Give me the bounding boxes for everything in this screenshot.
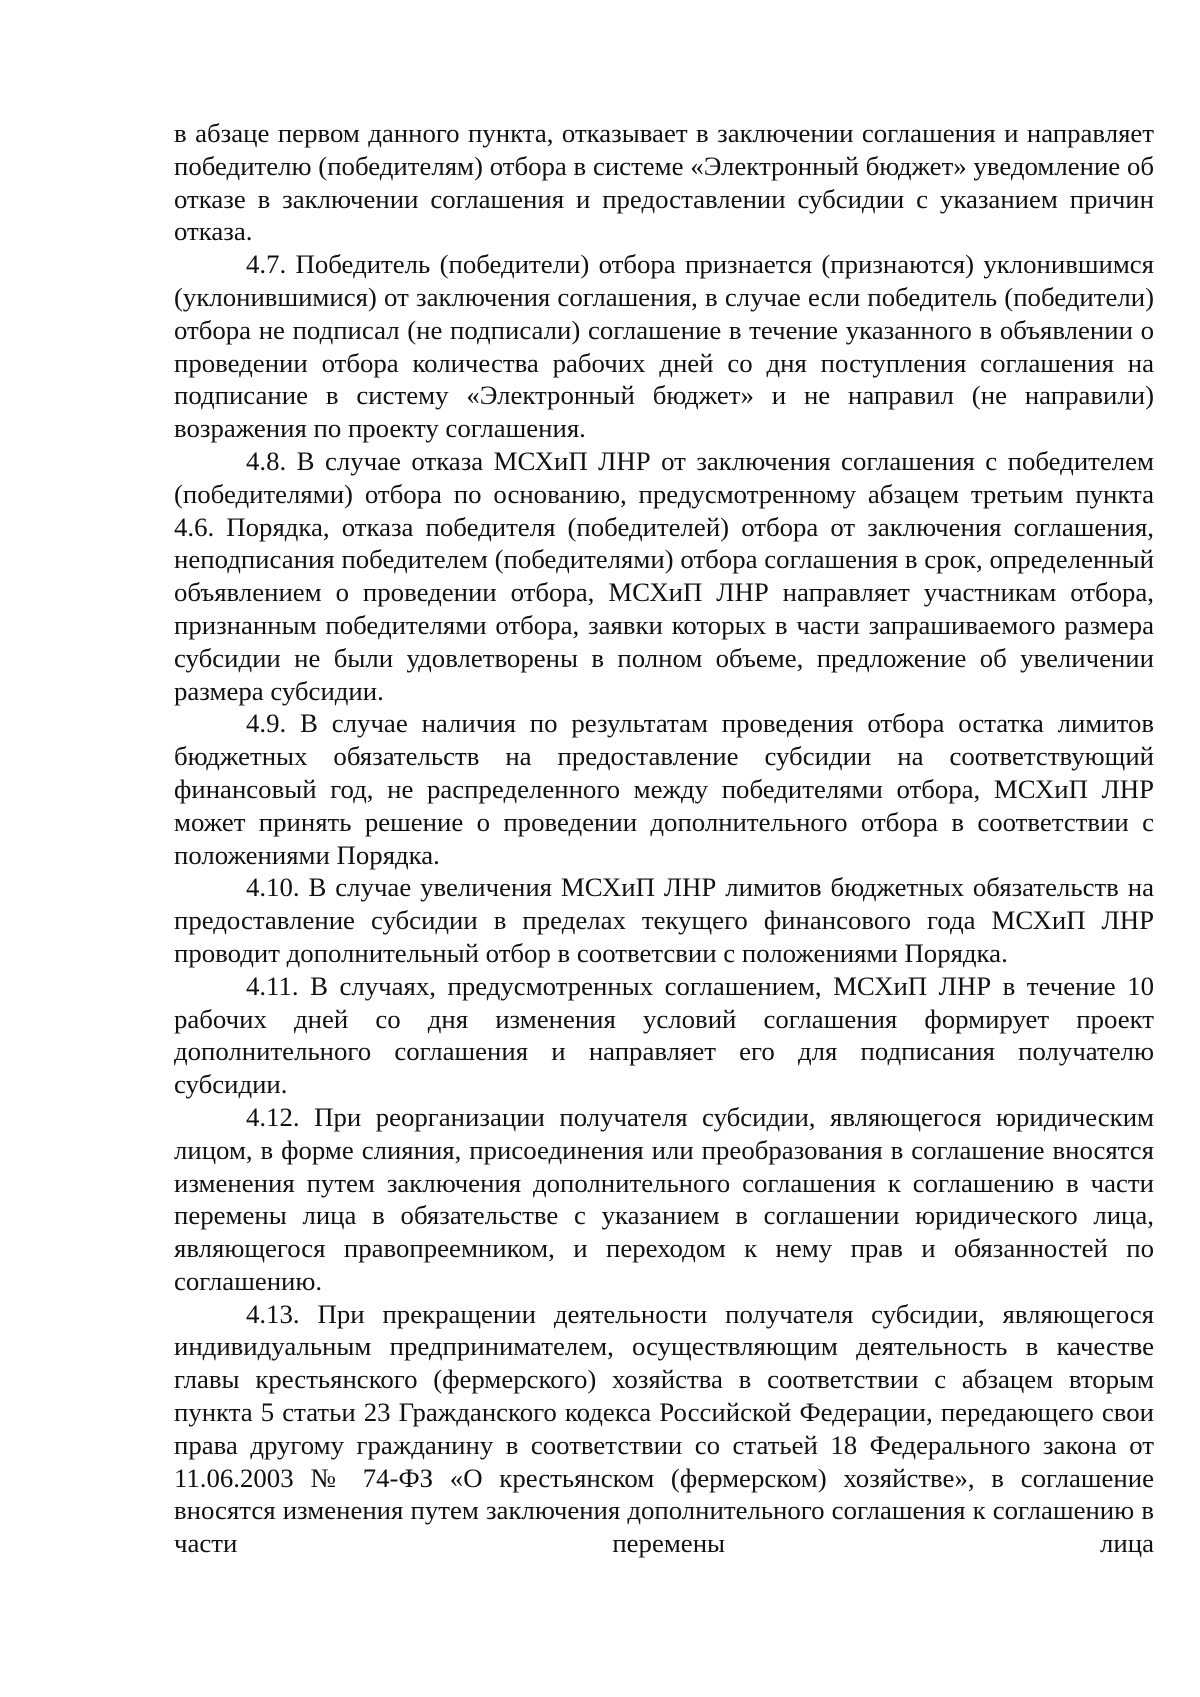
paragraph-4-9: 4.9. В случае наличия по результатам проведения отбора остатка лимитов бюджетных обязательств на предоставление субсидии на соответствующий финансовый год, не распределенного между победителями отбора, МСХиП ЛНР может принять решение о проведении дополнительного отбора в соответствии с положениями Порядка.: [174, 708, 1154, 870]
paragraph-4-11: 4.11. В случаях, предусмотренных соглашением, МСХиП ЛНР в течение 10 рабочих дней со дня изменения условий соглашения формирует проект дополнительного соглашения и направляет его для подписания получателю субсидии.: [174, 970, 1154, 1100]
document-body: [174, 117, 1154, 1560]
paragraph-4-8: 4.8. В случае отказа МСХиП ЛНР от заключения соглашения с победителем (победителями) отбора по основанию, предусмотренному абзацем третьим пункта 4.6. Порядка, отказа победителя (победителей) отбора от заключения соглашения, неподписания победителем (победителями) отбора соглашения в срок, определенный объявлением о проведении отбора, МСХиП ЛНР направляет участникам отбора, признанным победителями отбора, заявки которых в части запрашиваемого размера субсидии не были удовлетворены в полном объеме, предложение об увеличении размера субсидии.: [174, 445, 1154, 706]
paragraph-4-10: 4.10. В случае увеличения МСХиП ЛНР лимитов бюджетных обязательств на предоставление субсидии в пределах текущего финансового года МСХиП ЛНР проводит дополнительный отбор в соответсвии с положениями Порядка.: [174, 872, 1154, 968]
paragraph-4-13: 4.13. При прекращении деятельности получателя субсидии, являющегося индивидуальным предпринимателем, осуществляющим деятельность в качестве главы крестьянского (фермерского) хозяйства в соответствии с абзацем вторым пункта 5 статьи 23 Гражданского кодекса Российской Федерации, передающего свои права другому гражданину в соответствии со статьей 18 Федерального закона от 11.06.2003 № 74-ФЗ «О крестьянском (фермерском) хозяйстве», в соглашение вносятся изменения путем заключения дополнительного соглашения к соглашению в части перемены лица: [174, 1298, 1154, 1559]
paragraph-continuation: в абзаце первом данного пункта, отказывает в заключении соглашения и направляет победителю (победителям) отбора в системе «Электронный бюджет» уведомление об отказе в заключении соглашения и предоставлении субсидии с указанием причин отказа.: [174, 118, 1154, 247]
paragraph-4-7: 4.7. Победитель (победители) отбора признается (признаются) уклонившимся (уклонившимися) от заключения соглашения, в случае если победитель (победители) отбора не подписал (не подписали) соглашение в течение указанного в объявлении о проведении отбора количества рабочих дней со дня поступления соглашения на подписание в систему «Электронный бюджет» и не направил (не направили) возражения по проекту соглашения.: [174, 249, 1154, 444]
paragraph-4-12: 4.12. При реорганизации получателя субсидии, являющегося юридическим лицом, в форме слияния, присоединения или преобразования в соглашение вносятся изменения путем заключения дополнительного соглашения к соглашению в части перемены лица в обязательстве с указанием в соглашении юридического лица, являющегося правопреемником, и переходом к нему прав и обязанностей по соглашению.: [174, 1101, 1154, 1296]
